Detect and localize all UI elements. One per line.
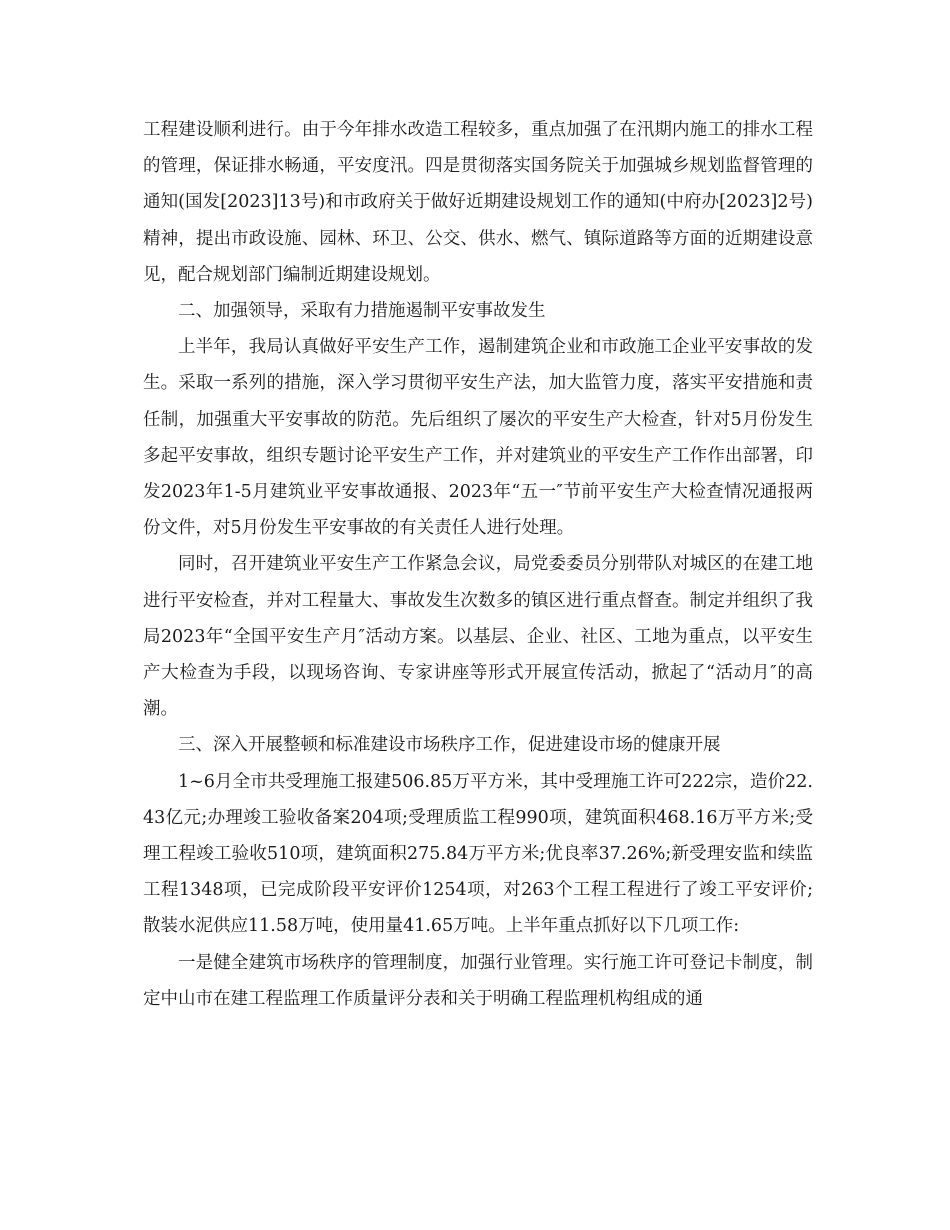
paragraph-emergency-meeting: 同时，召开建筑业平安生产工作紧急会议，局党委委员分别带队对城区的在建工地进行平安检查，并对工程量大、事故发生次数多的镇区进行重点督查。制定并组织了我局2023年“全国平安生产月″活动方案。以基层、企业、社区、工地为重点，以平安生产大检查为手段，以现场咨询、专家讲座等形式开展宣传活动，掀起了“活动月″的高潮。 [143,554,813,720]
paragraph-continuation: 工程建设顺利进行。由于今年排水改造工程较多，重点加强了在汛期内施工的排水工程的管理，保证排水畅通，平安度汛。四是贯彻落实国务院关于加强城乡规划监督管理的通知(国发[2023]13号)和市政府关于做好近期建设规划工作的通知(中府办[2023]2号)精神，提出市政设施、园林、环卫、公交、供水、燃气、镇际道路等方面的近期建设意见，配合规划部门编制近期建设规划。 [143,120,813,285]
document-body [143,112,813,1017]
paragraph-statistics: 1~6月全市共受理施工报建506.85万平方米，其中受理施工许可222宗，造价22.43亿元;办理竣工验收备案204项;受理质监工程990项，建筑面积468.16万平方米;受理工程竣工验收510项，建筑面积275.84万平方米;优良率37.26%;新受理安监和续监工程1348项，已完成阶段平安评价1254项，对263个工程工程进行了竣工平安评价;散装水泥供应11.58万吨，使用量41.65万吨。上半年重点抓好以下几项工作: [143,771,813,937]
section-heading-2: 二、加强领导，采取有力措施遏制平安事故发生 [178,301,546,322]
paragraph-management-system: 一是健全建筑市场秩序的管理制度，加强行业管理。实行施工许可登记卡制度，制定中山市在建工程监理工作质量评分表和关于明确工程监理机构组成的通 [143,952,813,1009]
paragraph-safety-work: 上半年，我局认真做好平安生产工作，遏制建筑企业和市政施工企业平安事故的发生。采取一系列的措施，深入学习贯彻平安生产法，加大监管力度，落实平安措施和责任制，加强重大平安事故的防范。先后组织了屡次的平安生产大检查，针对5月份发生多起平安事故，组织专题讨论平安生产工作，并对建筑业的平安生产工作作出部署，印发2023年1-5月建筑业平安事故通报、2023年“五一″节前平安生产大检查情况通报两份文件，对5月份发生平安事故的有关责任人进行处理。 [143,337,813,539]
section-heading-3: 三、深入开展整顿和标准建设市场秩序工作，促进建设市场的健康开展 [178,735,721,756]
